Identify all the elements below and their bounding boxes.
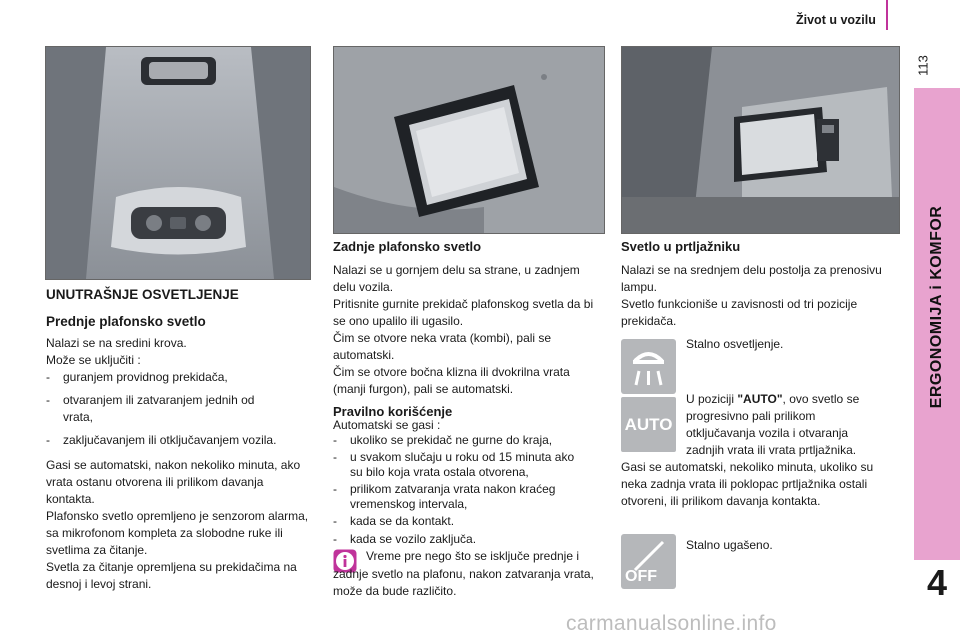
info-note-text: Vreme pre nego što se isključe prednje i zadnje svetlo na plafonu, nakon zatvaranja vrata, može da bude različito.: [333, 549, 594, 598]
running-header: Život u vozilu: [796, 13, 876, 27]
chapter-tab: [914, 88, 960, 560]
proper-use-heading: Pravilno korišćenje: [333, 404, 453, 419]
front-light-heading: Prednje plafonsko svetlo: [46, 314, 206, 329]
front-ceiling-light-photo: [45, 46, 311, 280]
intro-line: Nalazi se na sredini krova.: [46, 336, 187, 350]
paragraph: Pritisnite gurnite prekidač plafonskog svetla da bi se ono upalilo ili ugasilo.: [333, 297, 594, 328]
watermark: carmanualsonline.info: [566, 612, 777, 635]
trunk-light-photo: [621, 46, 900, 234]
rear-ceiling-light-photo: [333, 46, 605, 234]
chapter-tab-label: ERGONOMIJA i KOMFOR: [928, 205, 945, 409]
off-icon-label: OFF: [625, 568, 657, 585]
trunk-light-heading: Svetlo u prtljažniku: [621, 239, 741, 254]
mode-auto-text: U poziciji "AUTO", ovo svetlo se progresivno pali prilikom otključavanja vozila i otvaranja zadnjih vrata ili vrata prtljažnika.: [686, 392, 860, 457]
paragraph: Svetlo funkcioniše u zavisnosti od tri pozicije prekidača.: [621, 297, 858, 328]
list-item: - guranjem providnog prekidača,: [46, 369, 314, 386]
intro-line: Može se uključiti :: [46, 353, 141, 367]
info-note: [333, 548, 605, 601]
rear-light-heading: Zadnje plafonsko svetlo: [333, 239, 482, 254]
mode-off-text: Stalno ugašeno.: [686, 538, 773, 552]
auto-icon-label: AUTO: [624, 415, 673, 434]
auto-keyword: "AUTO": [737, 392, 783, 406]
paragraph: Nalazi se u gornjem delu sa strane, u zadnjem delu vozila.: [333, 263, 580, 294]
front-light-text: [46, 335, 314, 593]
mode-on-text: Stalno osvetljenje.: [686, 337, 784, 351]
paragraph: Gasi se automatski, nakon nekoliko minuta, ako vrata ostanu otvorena ili prilikom davanja kontakta.: [46, 458, 301, 506]
section-title: UNUTRAŠNJE OSVETLJENJE: [46, 287, 239, 302]
paragraph: Nalazi se na srednjem delu postolja za prenosivu lampu.: [621, 263, 882, 294]
always-off-icon: [621, 534, 676, 589]
paragraph: Čim se otvore bočna klizna ili dvokrilna vrata (manji furgon), pali se automatski.: [333, 365, 570, 396]
rear-light-text: [333, 262, 605, 398]
proper-use-list: [333, 418, 601, 546]
list-item: - otvaranjem ili zatvaranjem jednih od vrata,: [46, 392, 283, 426]
paragraph: Svetla za čitanje opremljena su prekidačima na desnoj i levoj strani.: [46, 560, 297, 591]
list-item: - kada se da kontakt.: [333, 514, 601, 529]
list-item: - ukoliko se prekidač ne gurne do kraja,: [333, 433, 601, 448]
list-item: - kada se vozilo zaključa.: [333, 532, 601, 547]
header-accent-line: [886, 0, 888, 30]
auto-mode-icon: [621, 397, 676, 452]
list-item: - u svakom slučaju u roku od 15 minuta ako su bilo koja vrata ostala otvorena,: [333, 450, 580, 479]
page-number: 113: [915, 55, 931, 76]
paragraph: Plafonsko svetlo opremljeno je senzorom alarma, sa mikrofonom kompleta za slobodne ruke ili svetlima za čitanje.: [46, 509, 309, 557]
always-on-icon: [621, 339, 676, 394]
list-item: - zaključavanjem ili otključavanjem vozila.: [46, 432, 314, 449]
list-item: - prilikom zatvaranja vrata nakon kraćeg vremenskog intervala,: [333, 482, 580, 511]
chapter-number: 4: [926, 562, 948, 603]
paragraph: Čim se otvore neka vrata (kombi), pali se automatski.: [333, 331, 552, 362]
auto-paragraph: Gasi se automatski, nekoliko minuta, ukoliko su neka zadnja vrata ili poklopac prtljažnika ostali otvoreni, ili prilikom davanja kontakta.: [621, 460, 874, 508]
trunk-light-text: [621, 262, 899, 330]
rule-intro: Automatski se gasi :: [333, 418, 441, 432]
